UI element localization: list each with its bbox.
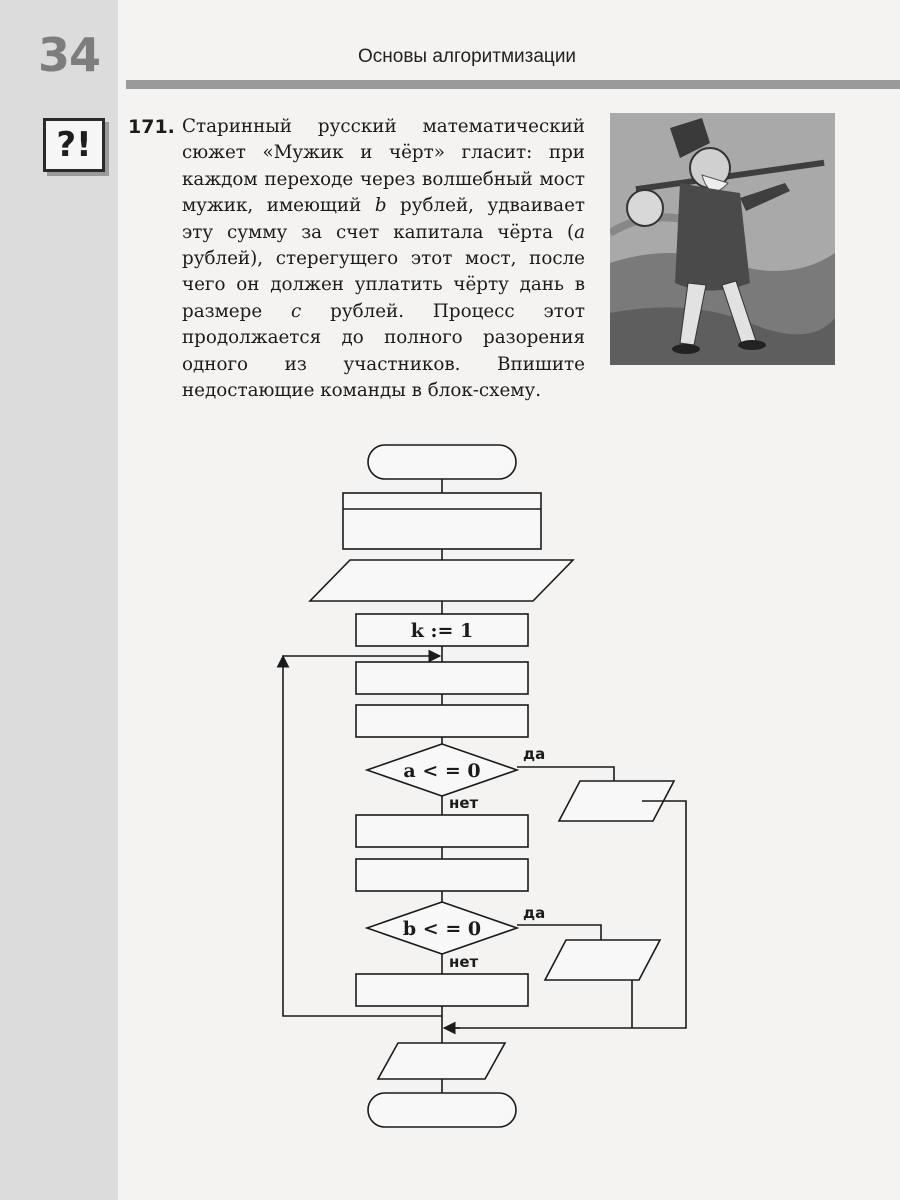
var-c: c: [291, 300, 302, 322]
init-process-block: [343, 493, 541, 549]
loop-process-block-2: [356, 705, 528, 737]
task-text-part: рублей. Процесс этот продолжается до полного разорения одного из участников. Впишите недостающие команды в блок-схему.: [182, 300, 585, 402]
no-label-b: нет: [449, 953, 479, 971]
loop-process-block-3: [356, 815, 528, 847]
yes-label-b: да: [523, 904, 546, 922]
loop-process-block-5: [356, 974, 528, 1006]
task-text-part: Старинный русский математический сюжет «Мужик и чёрт» гласит: при каждом переходе через волшебный мост мужик, имеющий: [182, 116, 585, 217]
var-b: b: [374, 195, 387, 217]
var-a: a: [574, 221, 585, 243]
loop-process-block-4: [356, 859, 528, 891]
loop-process-block-1: [356, 662, 528, 694]
running-title: Основы алгоритмизации: [358, 46, 577, 67]
page-number: 34: [38, 28, 101, 82]
task-text-part: рублей, удваивает эту сумму за счет капитала чёрта (: [182, 195, 586, 243]
condition-b-label: b < = 0: [402, 918, 482, 940]
output-parallelogram-b: [545, 940, 660, 980]
task-text-part: рублей), стерегущего этот мост, после чего он должен уплатить чёрту дань в размере: [182, 248, 585, 322]
condition-a-label: a < = 0: [403, 760, 481, 782]
assign-k-label: k := 1: [410, 620, 474, 642]
end-terminator: [368, 1093, 516, 1127]
no-label-a: нет: [449, 794, 479, 812]
task-number: 171.: [128, 116, 175, 138]
yes-label-a: да: [523, 745, 546, 763]
input-parallelogram: [310, 560, 573, 601]
task-icon-label: ?!: [56, 125, 92, 165]
start-terminator: [368, 445, 516, 479]
final-output-parallelogram: [378, 1043, 505, 1079]
